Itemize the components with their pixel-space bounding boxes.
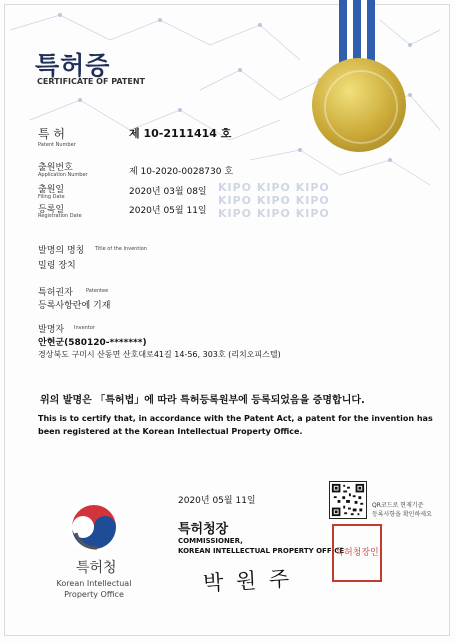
commissioner-signature: 박 원 주 <box>202 566 293 596</box>
declaration-en: This is to certify that, in accordance with the Patent Act, a patent for the invention has been registered at the Korean Intellectual Property Office. <box>38 414 433 436</box>
commissioner-title-en-2: KOREAN INTELLECTUAL PROPERTY OFFICE <box>178 547 345 555</box>
commissioner-title-ko: 특허청장 <box>178 522 229 537</box>
org-name-en: Korean Intellectual Property Office <box>56 579 132 599</box>
declaration-ko: 위의 발명은 「특허법」에 따라 특허등록원부에 등록되었음을 증명합니다. <box>40 395 365 406</box>
filing-label-en: Filing Date <box>38 194 65 200</box>
application-label: 출원번호 <box>38 163 73 173</box>
registration-date: 2020년 05월 11일 <box>129 206 207 216</box>
invention-title: 밀링 장치 <box>38 261 76 271</box>
invention-label-en: Title of the Invention <box>95 246 147 252</box>
registration-label: 등록일 <box>38 205 65 215</box>
application-label-en: Application Number <box>38 172 88 178</box>
patent-number: 제 10-2111414 호 <box>129 127 232 140</box>
patentee-label-en: Patentee <box>86 288 109 294</box>
watermark-text: KIPO KIPO KIPO <box>218 194 330 207</box>
certificate-subtitle: CERTIFICATE OF PATENT <box>37 77 145 86</box>
issue-date: 2020년 05월 11일 <box>178 496 256 506</box>
patent-label-en: Patent Number <box>38 142 76 148</box>
patentee-value: 등록사항란에 기재 <box>38 301 111 311</box>
official-red-stamp: 특허청장인 <box>332 524 382 582</box>
inventor-label-en: Inventor <box>74 325 95 331</box>
invention-label: 발명의 명칭 <box>38 246 85 256</box>
patent-label: 특 허 <box>38 127 65 141</box>
inventor-name: 안현군(580120-*******) <box>38 338 147 348</box>
commissioner-title-en-1: COMMISSIONER, <box>178 537 243 545</box>
inventor-address: 경상북도 구미시 산동면 산호대로41길 14-56, 303호 (리치오피스텔) <box>38 350 281 359</box>
watermark-text: KIPO KIPO KIPO <box>218 207 330 220</box>
patentee-label: 특허권자 <box>38 288 73 298</box>
qr-note-1: QR코드로 현재기준 <box>372 502 424 509</box>
filing-label: 출원일 <box>38 185 65 195</box>
watermark-text: KIPO KIPO KIPO <box>218 181 330 194</box>
qr-note-2: 등록사항을 확인하세요 <box>372 511 432 518</box>
gold-seal <box>312 58 406 152</box>
filing-date: 2020년 03월 08일 <box>129 187 207 197</box>
application-number: 제 10-2020-0028730 호 <box>129 167 234 177</box>
org-name-ko: 특허청 <box>76 560 117 576</box>
registration-label-en: Registration Date <box>38 213 82 219</box>
inventor-label: 발명자 <box>38 325 65 335</box>
certificate-title: 특허증 <box>35 51 111 80</box>
kipo-emblem-icon <box>67 500 121 554</box>
qr-code[interactable] <box>329 481 367 519</box>
